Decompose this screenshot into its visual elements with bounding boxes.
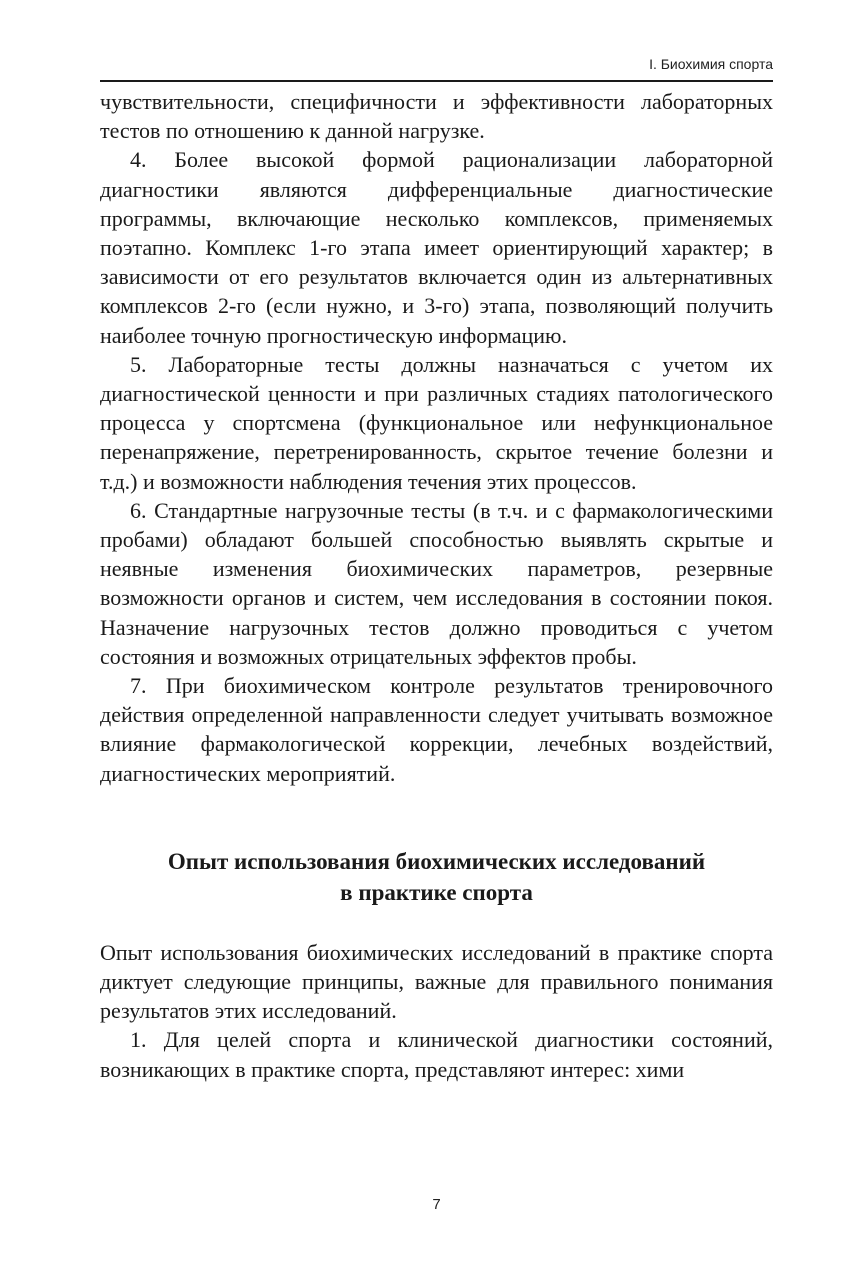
- paragraph-item-4: 4. Более высокой формой рационализации лабораторной диагностики являются дифференциальные диагностические программы, включающие несколько комплексов, применяемых поэтапно. Комплекс 1-го этапа имеет ориентирующий характер; в зависимости от его результатов включается один из альтернативных комплексов 2-го (если нужно, и 3-го) этапа, позволяющий получить наиболее точную прогностическую информацию.: [100, 147, 773, 348]
- paragraph-item-5: 5. Лабораторные тесты должны назначаться с учетом их диагностической ценности и при различных стадиях патологического процесса у спортсмена (функциональное или нефункциональное перенапряжение, перетренированность, скрытое течение болезни и т.д.) и возможности наблюдения течения этих процессов.: [100, 351, 773, 494]
- paragraph-item-1: 1. Для целей спорта и клинической диагностики состояний, возникающих в практике спорта, представляют интерес: хими: [100, 1027, 773, 1082]
- paragraph-item-7: 7. При биохимическом контроле результатов тренировочного действия определенной направленности следует учитывать возможное влияние фармакологической коррекции, лечебных воздействий, диагностических мероприятий.: [100, 673, 773, 786]
- header-rule: [100, 80, 773, 82]
- section-title-line-1: Опыт использования биохимических исследований: [167, 848, 706, 874]
- page-number: 7: [432, 1196, 441, 1213]
- paragraph-continuation: чувствительности, специфичности и эффективности лабораторных тестов по отношению к данной нагрузке.: [100, 89, 773, 144]
- section-title-line-2: в практике спорта: [340, 879, 533, 905]
- paragraph-intro: Опыт использования биохимических исследований в практике спорта диктует следующие принципы, важные для правильного понимания результатов этих исследований.: [100, 939, 773, 1024]
- paragraph-item-6: 6. Стандартные нагрузочные тесты (в т.ч. и с фармакологическими пробами) обладают большей способностью выявлять скрытые и неявные изменения биохимических параметров, резервные возможности органов и систем, чем исследования в состоянии покоя. Назначение нагрузочных тестов должно проводиться с учетом состояния и возможных отрицательных эффектов пробы.: [100, 497, 773, 669]
- page-content: [100, 87, 773, 1084]
- running-header: I. Биохимия спорта: [649, 56, 773, 72]
- section-title: [100, 846, 773, 908]
